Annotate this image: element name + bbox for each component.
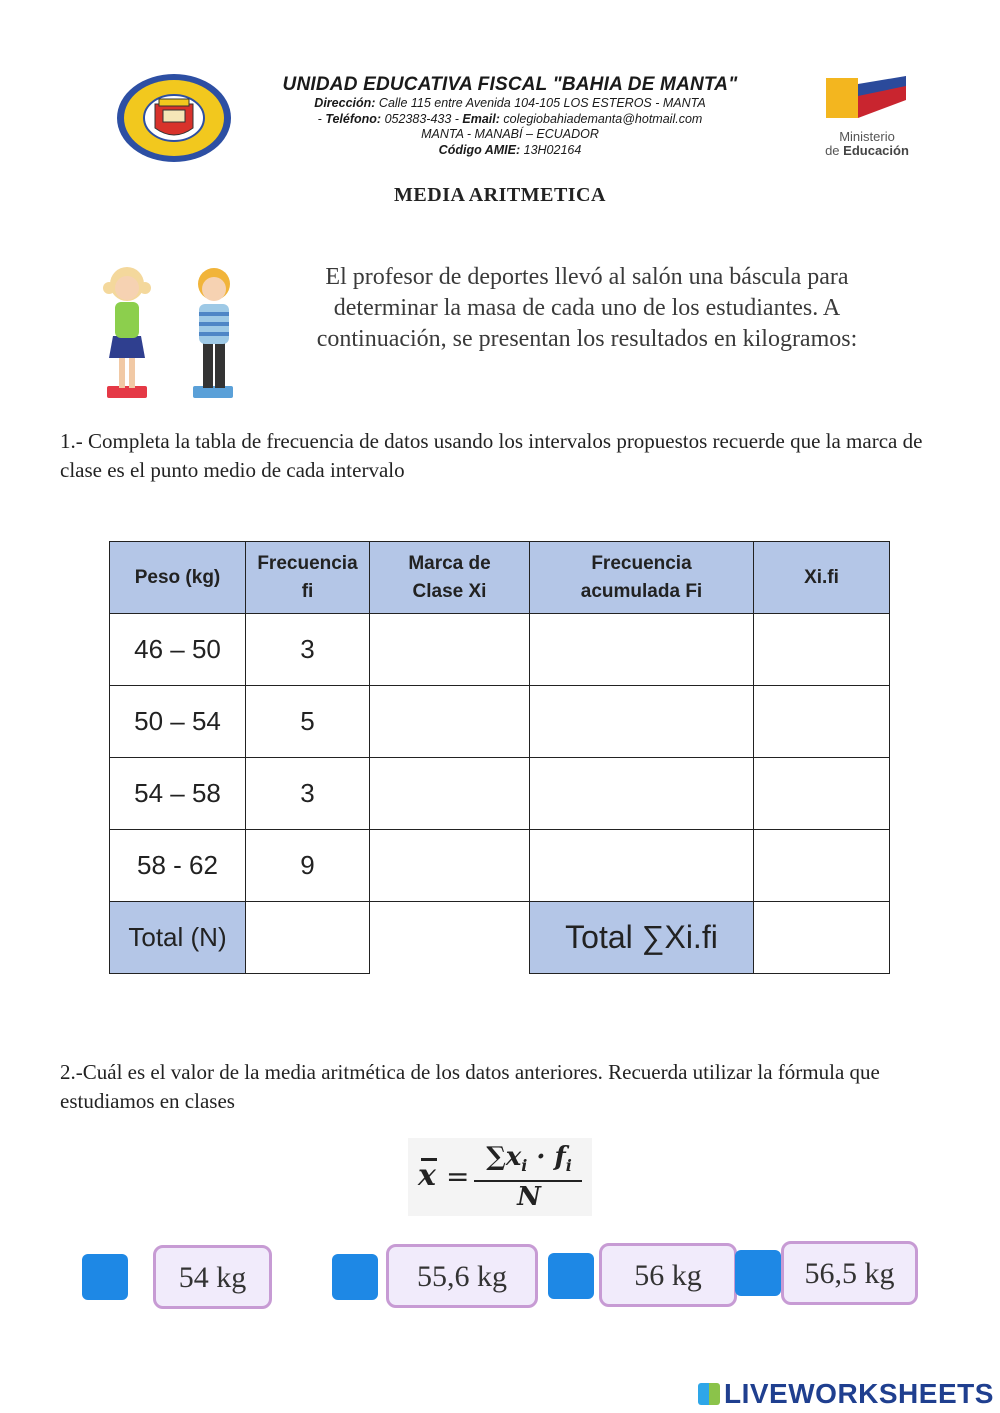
- cell-fi: 9: [246, 830, 370, 902]
- cell-fi: 3: [246, 758, 370, 830]
- total-xifi-label: Total ∑Xi.fi: [530, 902, 754, 974]
- table-row: [110, 758, 890, 830]
- total-n-label: Total (N): [110, 902, 246, 974]
- header-text-block: [240, 74, 780, 158]
- cell-xifi-input[interactable]: [754, 758, 890, 830]
- cell-fi: 3: [246, 614, 370, 686]
- cell-peso: 46 – 50: [110, 614, 246, 686]
- cell-xi-input[interactable]: [370, 758, 530, 830]
- table-total-row: [110, 902, 890, 974]
- address-line: [240, 96, 780, 112]
- option-4-checkbox[interactable]: [735, 1250, 781, 1296]
- cell-xi-input[interactable]: [370, 830, 530, 902]
- cell-xifi-input[interactable]: [754, 830, 890, 902]
- option-2-checkbox[interactable]: [332, 1254, 378, 1300]
- location-line: MANTA - MANABÍ – ECUADOR: [421, 127, 599, 141]
- mean-formula: [408, 1138, 592, 1216]
- total-n-input[interactable]: [246, 902, 370, 974]
- total-xifi-input[interactable]: [754, 902, 890, 974]
- option-4[interactable]: 56,5 kg: [781, 1241, 918, 1305]
- address: Calle 115 entre Avenida 104-105 LOS ESTEROS - MANTA: [375, 96, 706, 110]
- empty-cell: [370, 902, 530, 974]
- phone-prefix: -: [317, 111, 326, 126]
- table-row: [110, 686, 890, 758]
- cell-Fi-input[interactable]: [530, 758, 754, 830]
- cell-fi: 5: [246, 686, 370, 758]
- email: colegiobahiademanta@hotmail.com: [499, 111, 703, 126]
- question-2: 2.-Cuál es el valor de la media aritmética de los datos anteriores. Recuerda utilizar la fórmula que estudiamos en clases: [60, 1060, 880, 1113]
- amie-code: 13H02164: [520, 142, 582, 157]
- header-marca-clase: Marca de Clase Xi: [370, 542, 530, 614]
- option-3-checkbox[interactable]: [548, 1253, 594, 1299]
- amie-label: Código AMIE:: [438, 142, 521, 157]
- phone-label: Teléfono:: [325, 111, 382, 126]
- liveworksheets-brand: LIVEWORKSHEETS: [698, 1378, 994, 1408]
- email-label: Email:: [462, 111, 500, 126]
- contact-line: [240, 112, 780, 128]
- cell-peso: 50 – 54: [110, 686, 246, 758]
- address-label: Dirección:: [314, 96, 376, 110]
- option-1-checkbox[interactable]: [82, 1254, 128, 1300]
- table-row: [110, 614, 890, 686]
- frequency-table: [109, 541, 890, 974]
- formula-denominator: N: [517, 1182, 541, 1212]
- header-xi-fi: Xi.fi: [754, 542, 890, 614]
- question-1: 1.- Completa la tabla de frecuencia de datos usando los intervalos propuestos recuerde que la marca de clase es el punto medio de cada intervalo: [60, 429, 923, 482]
- cell-peso: 58 - 62: [110, 830, 246, 902]
- ministry-line2: de Educación: [825, 143, 909, 158]
- ministry-line1: Ministerio: [839, 129, 895, 144]
- page-title: MEDIA ARITMETICA: [394, 184, 606, 206]
- header-frecuencia: Frecuencia fi: [246, 542, 370, 614]
- cell-peso: 54 – 58: [110, 758, 246, 830]
- option-2[interactable]: 55,6 kg: [386, 1244, 538, 1308]
- cell-xi-input[interactable]: [370, 614, 530, 686]
- cell-xifi-input[interactable]: [754, 614, 890, 686]
- formula-lhs: x: [418, 1158, 436, 1193]
- header-peso: Peso (kg): [110, 542, 246, 614]
- amie-line: [240, 143, 780, 159]
- option-1[interactable]: 54 kg: [153, 1245, 272, 1309]
- option-3[interactable]: 56 kg: [599, 1243, 737, 1307]
- formula-equals: =: [446, 1160, 470, 1193]
- kids-illustration: [95, 258, 255, 403]
- ministry-text: [812, 130, 922, 158]
- phone: 052383-433 -: [381, 111, 463, 126]
- school-name: UNIDAD EDUCATIVA FISCAL "BAHIA DE MANTA": [282, 74, 738, 95]
- intro-text: El profesor de deportes llevó al salón una báscula para determinar la masa de cada uno de los estudiantes. A continuación, se presentan los resultados en kilogramos:: [316, 264, 858, 352]
- liveworksheets-logo-icon: [698, 1383, 720, 1405]
- cell-Fi-input[interactable]: [530, 686, 754, 758]
- ministry-logo: [812, 74, 922, 164]
- table-row: [110, 830, 890, 902]
- table-header-row: [110, 542, 890, 614]
- formula-numerator: $\sum x_i \cdot f_i$: [486, 1142, 572, 1176]
- cell-Fi-input[interactable]: [530, 614, 754, 686]
- cell-Fi-input[interactable]: [530, 830, 754, 902]
- school-logo: [115, 72, 233, 164]
- cell-xifi-input[interactable]: [754, 686, 890, 758]
- header-frecuencia-acumulada: Frecuencia acumulada Fi: [530, 542, 754, 614]
- cell-xi-input[interactable]: [370, 686, 530, 758]
